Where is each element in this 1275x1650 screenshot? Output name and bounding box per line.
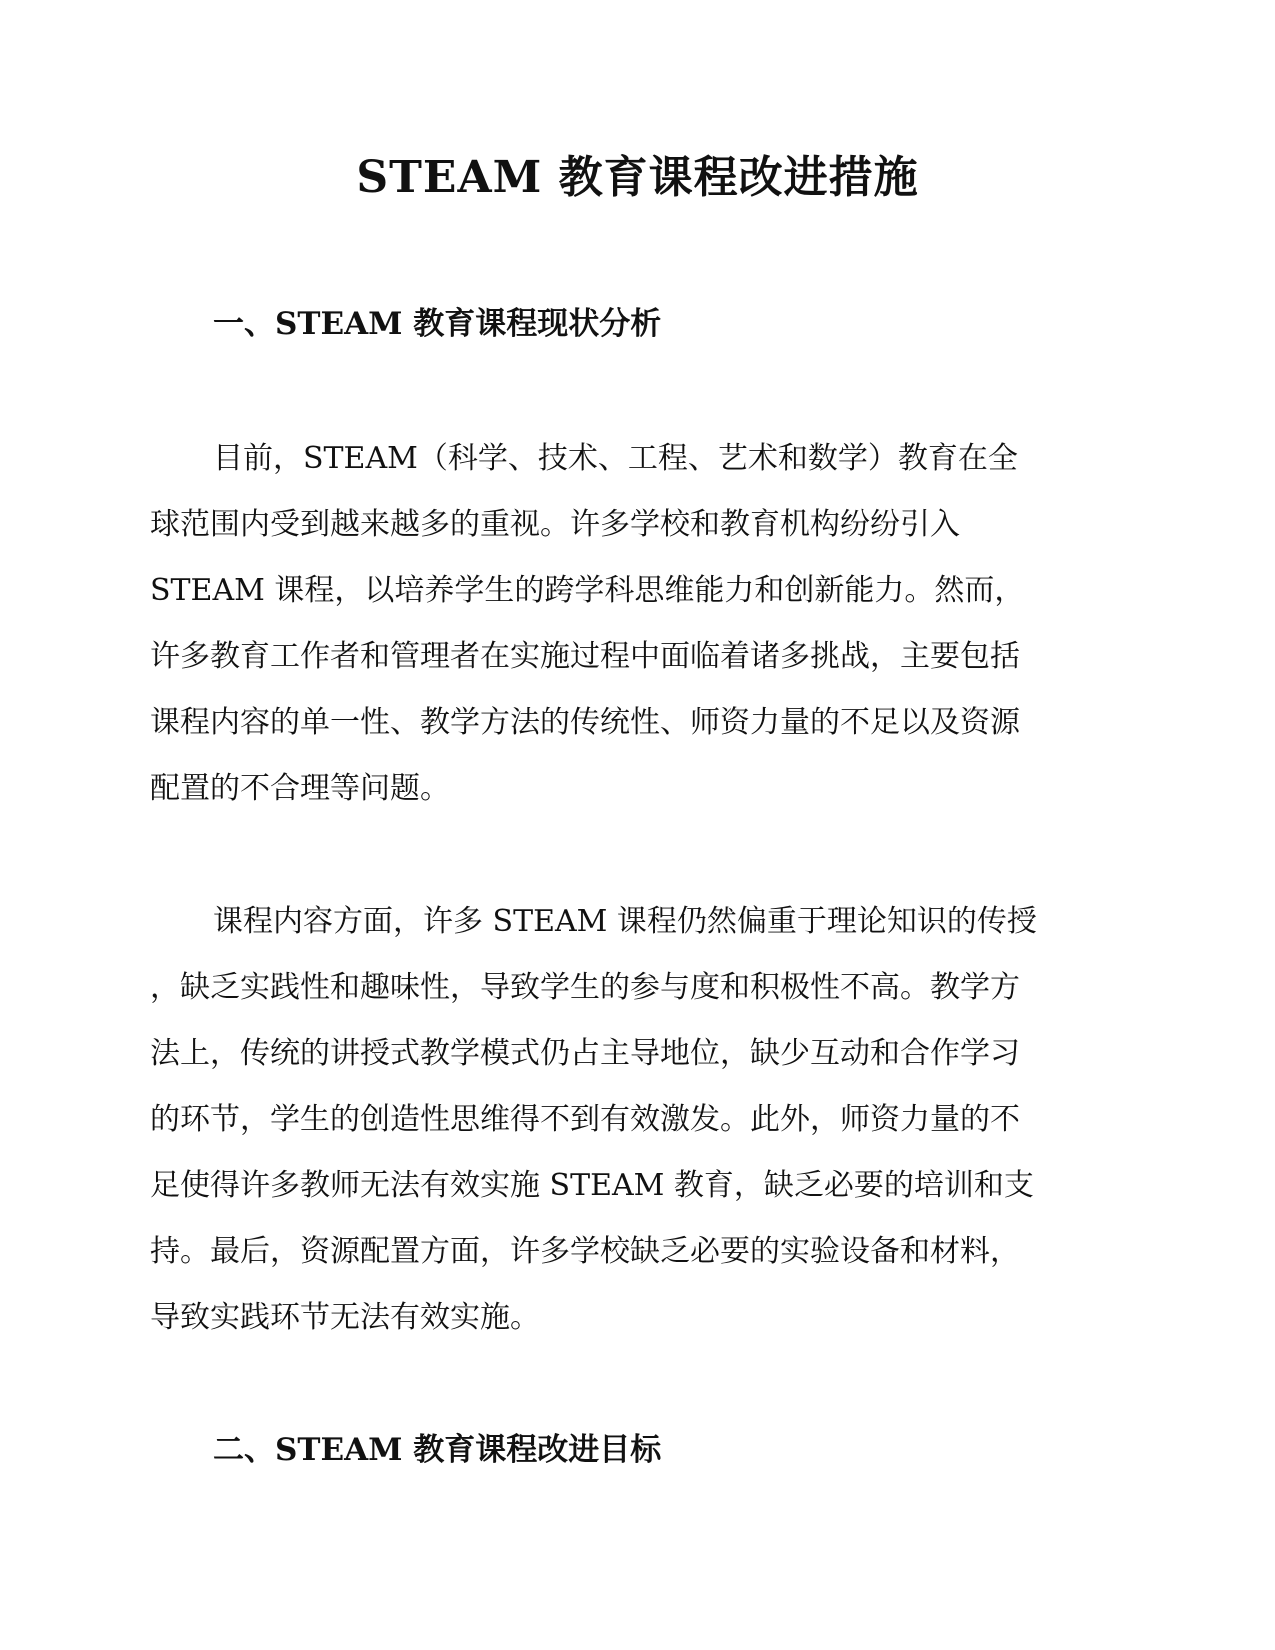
paragraph-line: 许多教育工作者和管理者在实施过程中面临着诸多挑战，主要包括	[150, 639, 1020, 674]
document-title: STEAM 教育课程改进措施	[356, 152, 919, 203]
section-heading-current-status: 一、STEAM 教育课程现状分析	[213, 306, 662, 342]
paragraph-line: 法上，传统的讲授式教学模式仍占主导地位，缺少互动和合作学习	[150, 1036, 1020, 1071]
section-heading-improvement-goals: 二、STEAM 教育课程改进目标	[213, 1432, 662, 1468]
paragraph-line: 课程内容的单一性、教学方法的传统性、师资力量的不足以及资源	[150, 705, 1020, 740]
paragraph-line: 配置的不合理等问题。	[150, 771, 450, 806]
paragraph-line: 球范围内受到越来越多的重视。许多学校和教育机构纷纷引入	[150, 507, 960, 542]
paragraph-line: STEAM 课程，以培养学生的跨学科思维能力和创新能力。然而，	[150, 573, 1025, 608]
paragraph-current-status-details	[150, 889, 1125, 1351]
paragraph-line: 课程内容方面，许多 STEAM 课程仍然偏重于理论知识的传授	[213, 904, 1037, 939]
paragraph-line: 目前，STEAM（科学、技术、工程、艺术和数学）教育在全	[213, 441, 1018, 476]
paragraph-line: 导致实践环节无法有效实施。	[150, 1300, 540, 1335]
paragraph-line: 足使得许多教师无法有效实施 STEAM 教育，缺乏必要的培训和支	[150, 1168, 1034, 1203]
paragraph-line: 持。最后，资源配置方面，许多学校缺乏必要的实验设备和材料，	[150, 1234, 1020, 1269]
paragraph-line: ，缺乏实践性和趣味性，导致学生的参与度和积极性不高。教学方	[150, 970, 1020, 1005]
paragraph-current-status-intro	[150, 426, 1125, 822]
paragraph-line: 的环节，学生的创造性思维得不到有效激发。此外，师资力量的不	[150, 1102, 1020, 1137]
